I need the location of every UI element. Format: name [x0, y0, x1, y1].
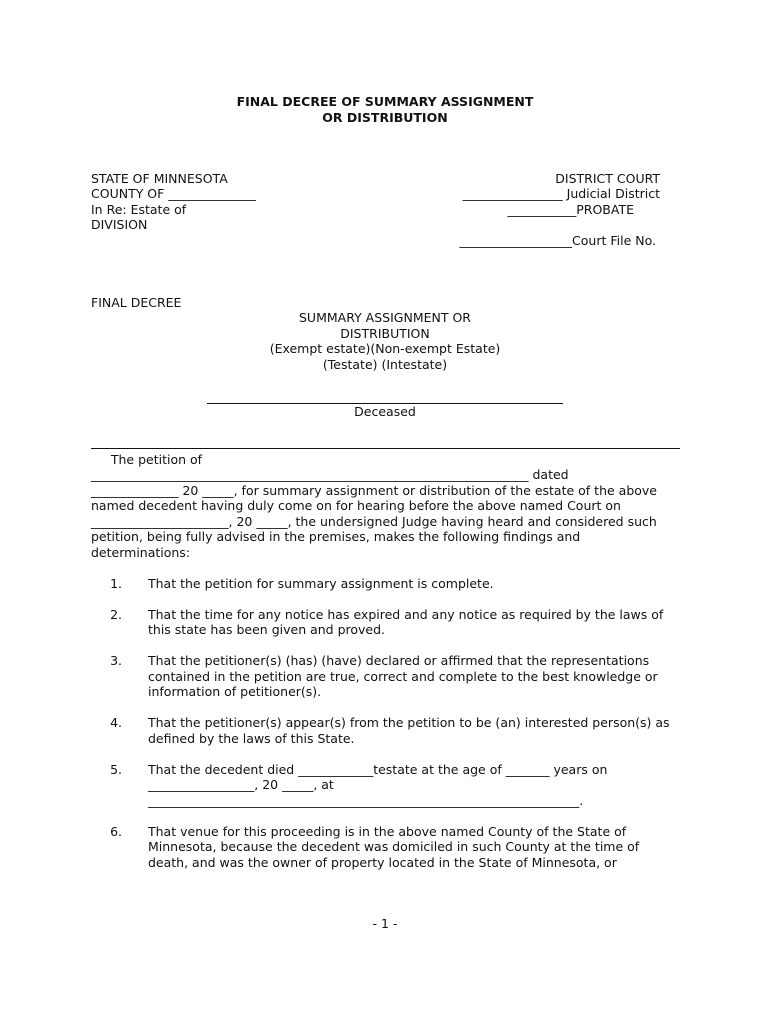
- finding-number: 1.: [110, 576, 122, 591]
- caption-division: DIVISION: [91, 217, 148, 232]
- body-line-6: petition, being fully advised in the premises, makes the following findings and: [91, 529, 581, 544]
- body-line-3: ______________ 20 _____, for summary assignment or distribution of the estate of the above: [91, 483, 657, 498]
- finding-4-line-1: That the petitioner(s) appear(s) from the petition to be (an) interested person(s) as: [148, 715, 670, 730]
- final-decree-label: FINAL DECREE: [91, 295, 182, 310]
- caption-estate: In Re: Estate of: [91, 202, 187, 217]
- subtitle-line-2: DISTRIBUTION: [340, 326, 430, 341]
- finding-6-line-2: Minnesota, because the decedent was domiciled in such County at the time of: [148, 839, 640, 854]
- finding-number: 2.: [110, 607, 122, 622]
- finding-2-line-1: That the time for any notice has expired and any notice as required by the laws of: [148, 607, 664, 622]
- section-divider: [91, 448, 680, 449]
- deceased-label: Deceased: [354, 404, 416, 419]
- finding-2-line-2: this state has been given and proved.: [148, 622, 386, 637]
- finding-6-line-3: death, and was the owner of property located in the State of Minnesota, or: [148, 855, 617, 870]
- finding-5-line-2: _________________, 20 _____, at: [148, 777, 334, 792]
- body-line-7: determinations:: [91, 545, 191, 560]
- finding-3-line-1: That the petitioner(s) (has) (have) declared or affirmed that the representations: [148, 653, 650, 668]
- caption-court-file-no: __________________Court File No.: [459, 233, 656, 248]
- finding-5-line-1: That the decedent died ____________testate at the age of _______ years on: [148, 762, 608, 777]
- finding-number: 4.: [110, 715, 122, 730]
- subtitle-line-3: (Exempt estate)(Non-exempt Estate): [269, 341, 501, 356]
- finding-3-line-2: contained in the petition are true, correct and complete to the best knowledge or: [148, 669, 658, 684]
- body-line-5: ______________________, 20 _____, the undersigned Judge having heard and considered such: [91, 514, 657, 529]
- finding-1-line-1: That the petition for summary assignment is complete.: [148, 576, 494, 591]
- subtitle-line-1: SUMMARY ASSIGNMENT OR: [298, 310, 471, 325]
- page-number: - 1 -: [372, 916, 398, 931]
- document-title-line-2: OR DISTRIBUTION: [322, 110, 448, 125]
- finding-number: 5.: [110, 762, 122, 777]
- finding-number: 3.: [110, 653, 122, 668]
- body-line-1: The petition of: [91, 452, 203, 467]
- caption-probate: ___________PROBATE: [507, 202, 634, 217]
- finding-6-line-1: That venue for this proceeding is in the above named County of the State of: [148, 824, 627, 839]
- finding-5-line-3: _____________________________________________________________________.: [148, 793, 584, 808]
- body-line-2: ______________________________________________________________________ dated: [91, 467, 569, 482]
- body-line-4: named decedent having duly come on for hearing before the above named Court on: [91, 498, 621, 513]
- finding-number: 6.: [110, 824, 122, 839]
- document-title-line-1: FINAL DECREE OF SUMMARY ASSIGNMENT: [236, 94, 534, 109]
- caption-county: COUNTY OF ______________: [91, 186, 256, 201]
- subtitle-line-4: (Testate) (Intestate): [322, 357, 448, 372]
- finding-4-line-2: defined by the laws of this State.: [148, 731, 355, 746]
- caption-state: STATE OF MINNESOTA: [91, 171, 228, 186]
- caption-district-court: DISTRICT COURT: [555, 171, 660, 186]
- finding-3-line-3: information of petitioner(s).: [148, 684, 322, 699]
- caption-judicial-district: ________________ Judicial District: [462, 186, 660, 201]
